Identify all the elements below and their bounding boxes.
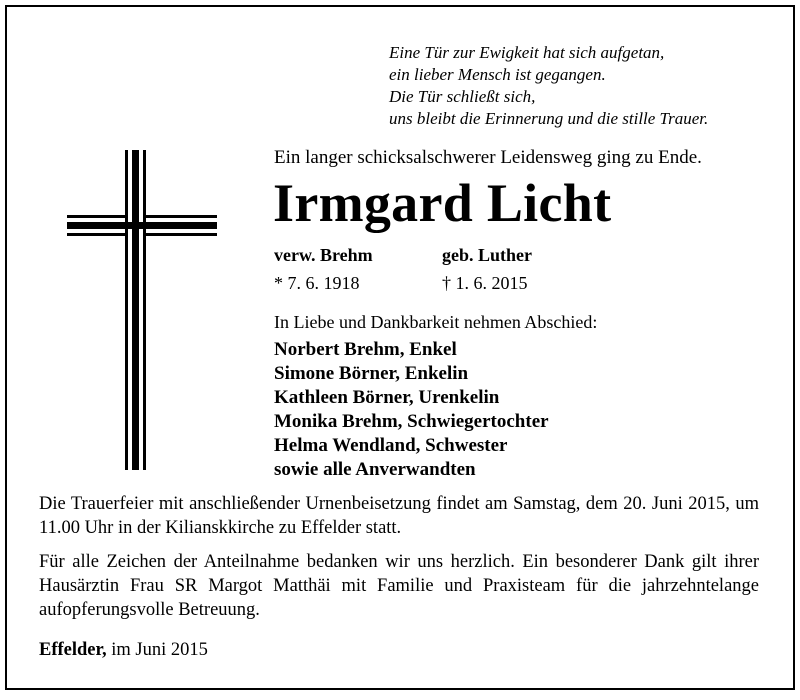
poem-line-3: Die Tür schließt sich, bbox=[389, 87, 536, 106]
funeral-paragraph: Die Trauerfeier mit anschließender Urnenbeisetzung findet am Samstag, dem 20. Juni 2015, um 11.00 Uhr in der Kilianskkirche zu Effelder statt. bbox=[39, 494, 759, 538]
deceased-name: Irmgard Licht bbox=[273, 173, 612, 233]
closing-line bbox=[39, 640, 208, 661]
mourner: Simone Börner, Enkelin bbox=[274, 363, 469, 384]
mourner: Kathleen Börner, Urenkelin bbox=[274, 387, 500, 408]
mourner: Norbert Brehm, Enkel bbox=[274, 339, 457, 360]
thanks-paragraph: Für alle Zeichen der Anteilnahme bedanken wir uns herzlich. Ein besonderer Dank gilt ihrer Hausärztin Frau SR Margot Matthäi mit Familie und Praxisteam für die jahrzehntelange aufopferungsvolle Betreuung. bbox=[39, 552, 759, 620]
obituary-notice bbox=[5, 5, 795, 690]
poem-line-1: Eine Tür zur Ewigkeit hat sich aufgetan, bbox=[389, 43, 665, 62]
poem bbox=[389, 42, 708, 130]
mourners-list bbox=[274, 338, 549, 482]
closing-date: im Juni 2015 bbox=[111, 640, 208, 660]
death-date: † 1. 6. 2015 bbox=[442, 273, 528, 293]
mourner: sowie alle Anverwandten bbox=[274, 459, 476, 480]
cross-icon bbox=[67, 150, 217, 470]
birth-date: * 7. 6. 1918 bbox=[274, 273, 360, 293]
widowed-name: verw. Brehm bbox=[274, 245, 373, 265]
closing-place: Effelder, bbox=[39, 640, 107, 660]
intro-text: Ein langer schicksalschwerer Leidensweg ging zu Ende. bbox=[274, 147, 702, 168]
mourner: Monika Brehm, Schwiegertochter bbox=[274, 411, 549, 432]
birth-name: geb. Luther bbox=[442, 245, 532, 265]
mourner: Helma Wendland, Schwester bbox=[274, 435, 508, 456]
poem-line-2: ein lieber Mensch ist gegangen. bbox=[389, 65, 606, 84]
poem-line-4: uns bleibt die Erinnerung und die stille Trauer. bbox=[389, 109, 709, 128]
farewell-text: In Liebe und Dankbarkeit nehmen Abschied: bbox=[274, 312, 598, 332]
